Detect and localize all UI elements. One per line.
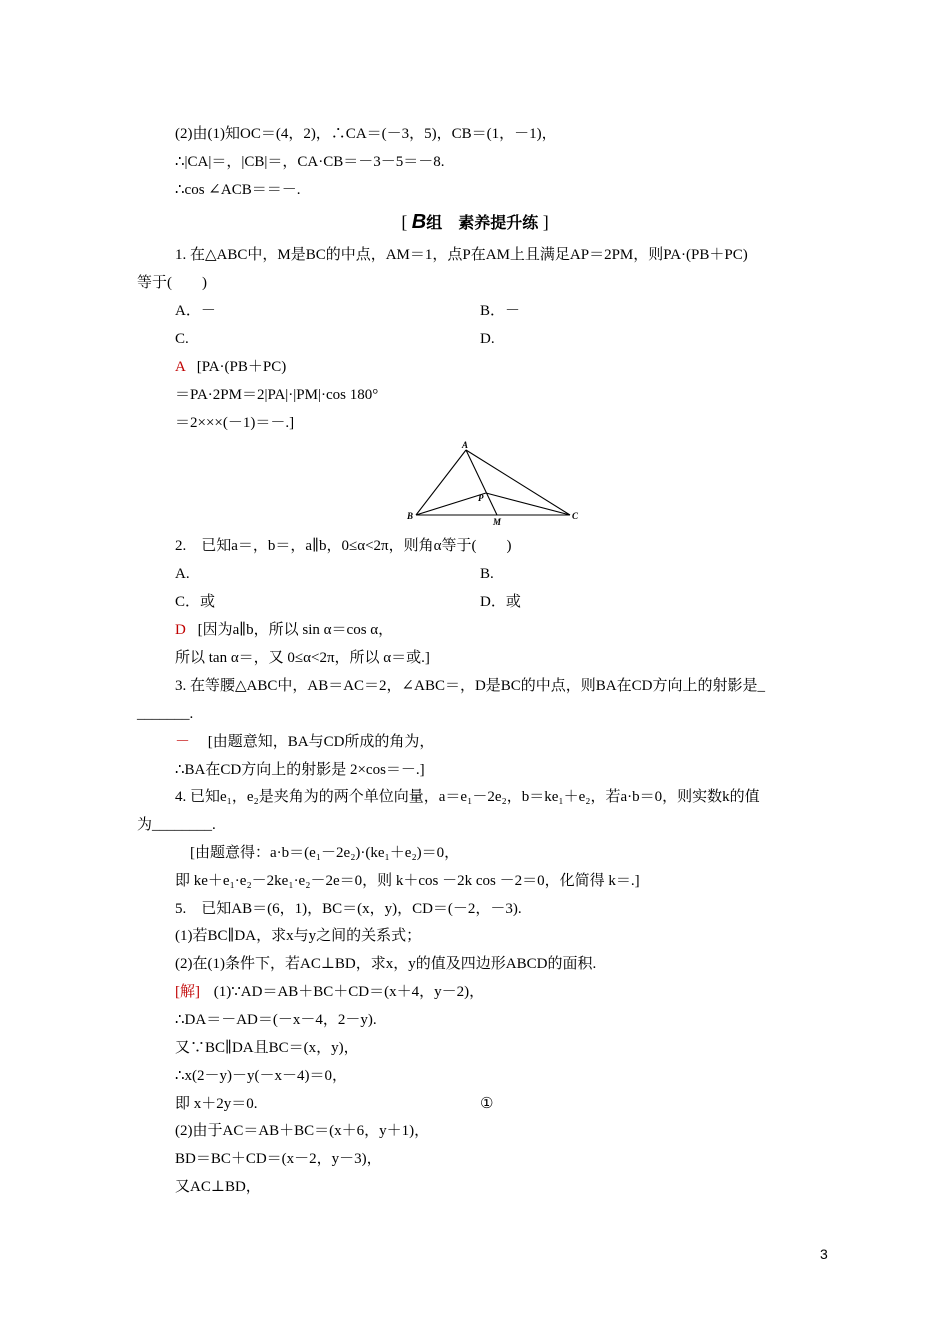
question-5-part2: (2)在(1)条件下，若AC⊥BD，求x，y的值及四边形ABCD的面积.: [175, 956, 597, 972]
solution-text: (1)∵AD＝AB＋BC＋CD＝(x＋4，y－2)，: [213, 984, 485, 1000]
solution-line: BD＝BC＋CD＝(x－2，y－3)，: [175, 1151, 382, 1167]
option-b: B.: [480, 566, 494, 582]
question-3-line1: 3. 在等腰△ABC中，AB＝AC＝2，∠ABC＝，D是BC的中点，则BA在CD方向上的射影是_: [175, 678, 765, 694]
label-p: P: [478, 493, 484, 503]
label-a: A: [462, 440, 469, 450]
option-c: C．或: [175, 594, 216, 610]
question-3-line2: _______.: [137, 706, 194, 722]
question-4-line2: 为________.: [137, 817, 216, 833]
text-line: ∴cos ∠ACB＝＝－.: [175, 182, 301, 198]
question-5-part1: (1)若BC∥DA，求x与y之间的关系式；: [175, 928, 422, 944]
option-a: A．－: [175, 303, 216, 319]
answer-letter: －: [175, 734, 191, 750]
option-b: B．－: [480, 303, 521, 319]
answer-1-line2: ＝PA·2PM＝2|PA|·|PM|·cos 180°: [175, 387, 379, 403]
solution-line: 即 x＋2y＝0.: [175, 1096, 258, 1112]
solution-line: (2)由于AC＝AB＋BC＝(x＋6，y＋1)，: [175, 1123, 430, 1139]
equation-marker: ①: [480, 1096, 494, 1112]
answer-3: [175, 732, 434, 752]
triangle-figure: [400, 438, 590, 530]
label-b: B: [407, 511, 414, 521]
answer-4-line1: [由题意得：a·b＝(e₁－2e₂)·(ke₁＋e₂)＝0，: [190, 845, 460, 861]
header-right-bracket: ]: [542, 212, 549, 232]
text-line: (2)由(1)知OC＝(4，2)，∴CA＝(－3，5)，CB＝(1，－1)，: [175, 126, 557, 142]
answer-2-line2: 所以 tan α＝，又 0≤α<2π，所以 α＝或.]: [175, 650, 430, 666]
option-c: C.: [175, 331, 189, 347]
question-1-line2: 等于( ): [137, 275, 207, 291]
answer-text: [由题意知，BA与CD所成的角为，: [207, 734, 435, 750]
answer-text: [PA·(PB＋PC): [196, 359, 287, 375]
section-header: [0, 210, 950, 234]
header-left-bracket: [: [401, 212, 408, 232]
question-2: 2. 已知a＝，b＝，a∥b，0≤α<2π，则角α等于( ): [175, 538, 512, 554]
solution-line: ∴DA＝－AD＝(－x－4，2－y).: [175, 1012, 377, 1028]
solution-line: 又∵BC∥DA且BC＝(x，y)，: [175, 1040, 359, 1056]
page-number: 3: [820, 1246, 828, 1262]
header-title: 组 素养提升练: [426, 215, 539, 232]
label-m: M: [493, 517, 502, 527]
answer-text: [因为a∥b，所以 sin α＝cos α，: [197, 622, 394, 638]
option-d: D.: [480, 331, 495, 347]
option-d: D．或: [480, 594, 521, 610]
question-1-line1: 1. 在△ABC中，M是BC的中点，AM＝1，点P在AM上且满足AP＝2PM，则PA·(PB＋PC): [175, 247, 748, 263]
answer-letter: D: [175, 622, 186, 638]
question-4-line1: 4. 已知e₁，e₂是夹角为的两个单位向量，a＝e₁－2e₂，b＝ke₁＋e₂，若a·b＝0，则实数k的值: [175, 789, 760, 805]
answer-3-line2: ∴BA在CD方向上的射影是 2×cos＝－.]: [175, 762, 425, 778]
label-c: C: [572, 511, 579, 521]
answer-4-line2: 即 ke＋e₁·e₂－2ke₁·e₂－2e＝0，则 k＋cos －2k cos －2＝0，化简得 k＝.]: [175, 873, 640, 889]
solution-line: ∴x(2－y)－y(－x－4)＝0，: [175, 1068, 348, 1084]
answer-2: [175, 620, 393, 640]
answer-1-line3: ＝2×××(－1)＝－.]: [175, 415, 295, 431]
answer-1: [175, 357, 286, 377]
header-b-mark: B: [411, 211, 427, 233]
solution-start: [175, 982, 484, 1002]
question-5: 5. 已知AB＝(6，1)，BC＝(x，y)，CD＝(－2，－3).: [175, 901, 522, 917]
option-a: A.: [175, 566, 190, 582]
solution-tag: [解]: [175, 984, 200, 1000]
text-line: ∴|CA|＝，|CB|＝，CA·CB＝－3－5＝－8.: [175, 154, 445, 170]
solution-line: 又AC⊥BD，: [175, 1179, 261, 1195]
answer-letter: A: [175, 359, 186, 375]
